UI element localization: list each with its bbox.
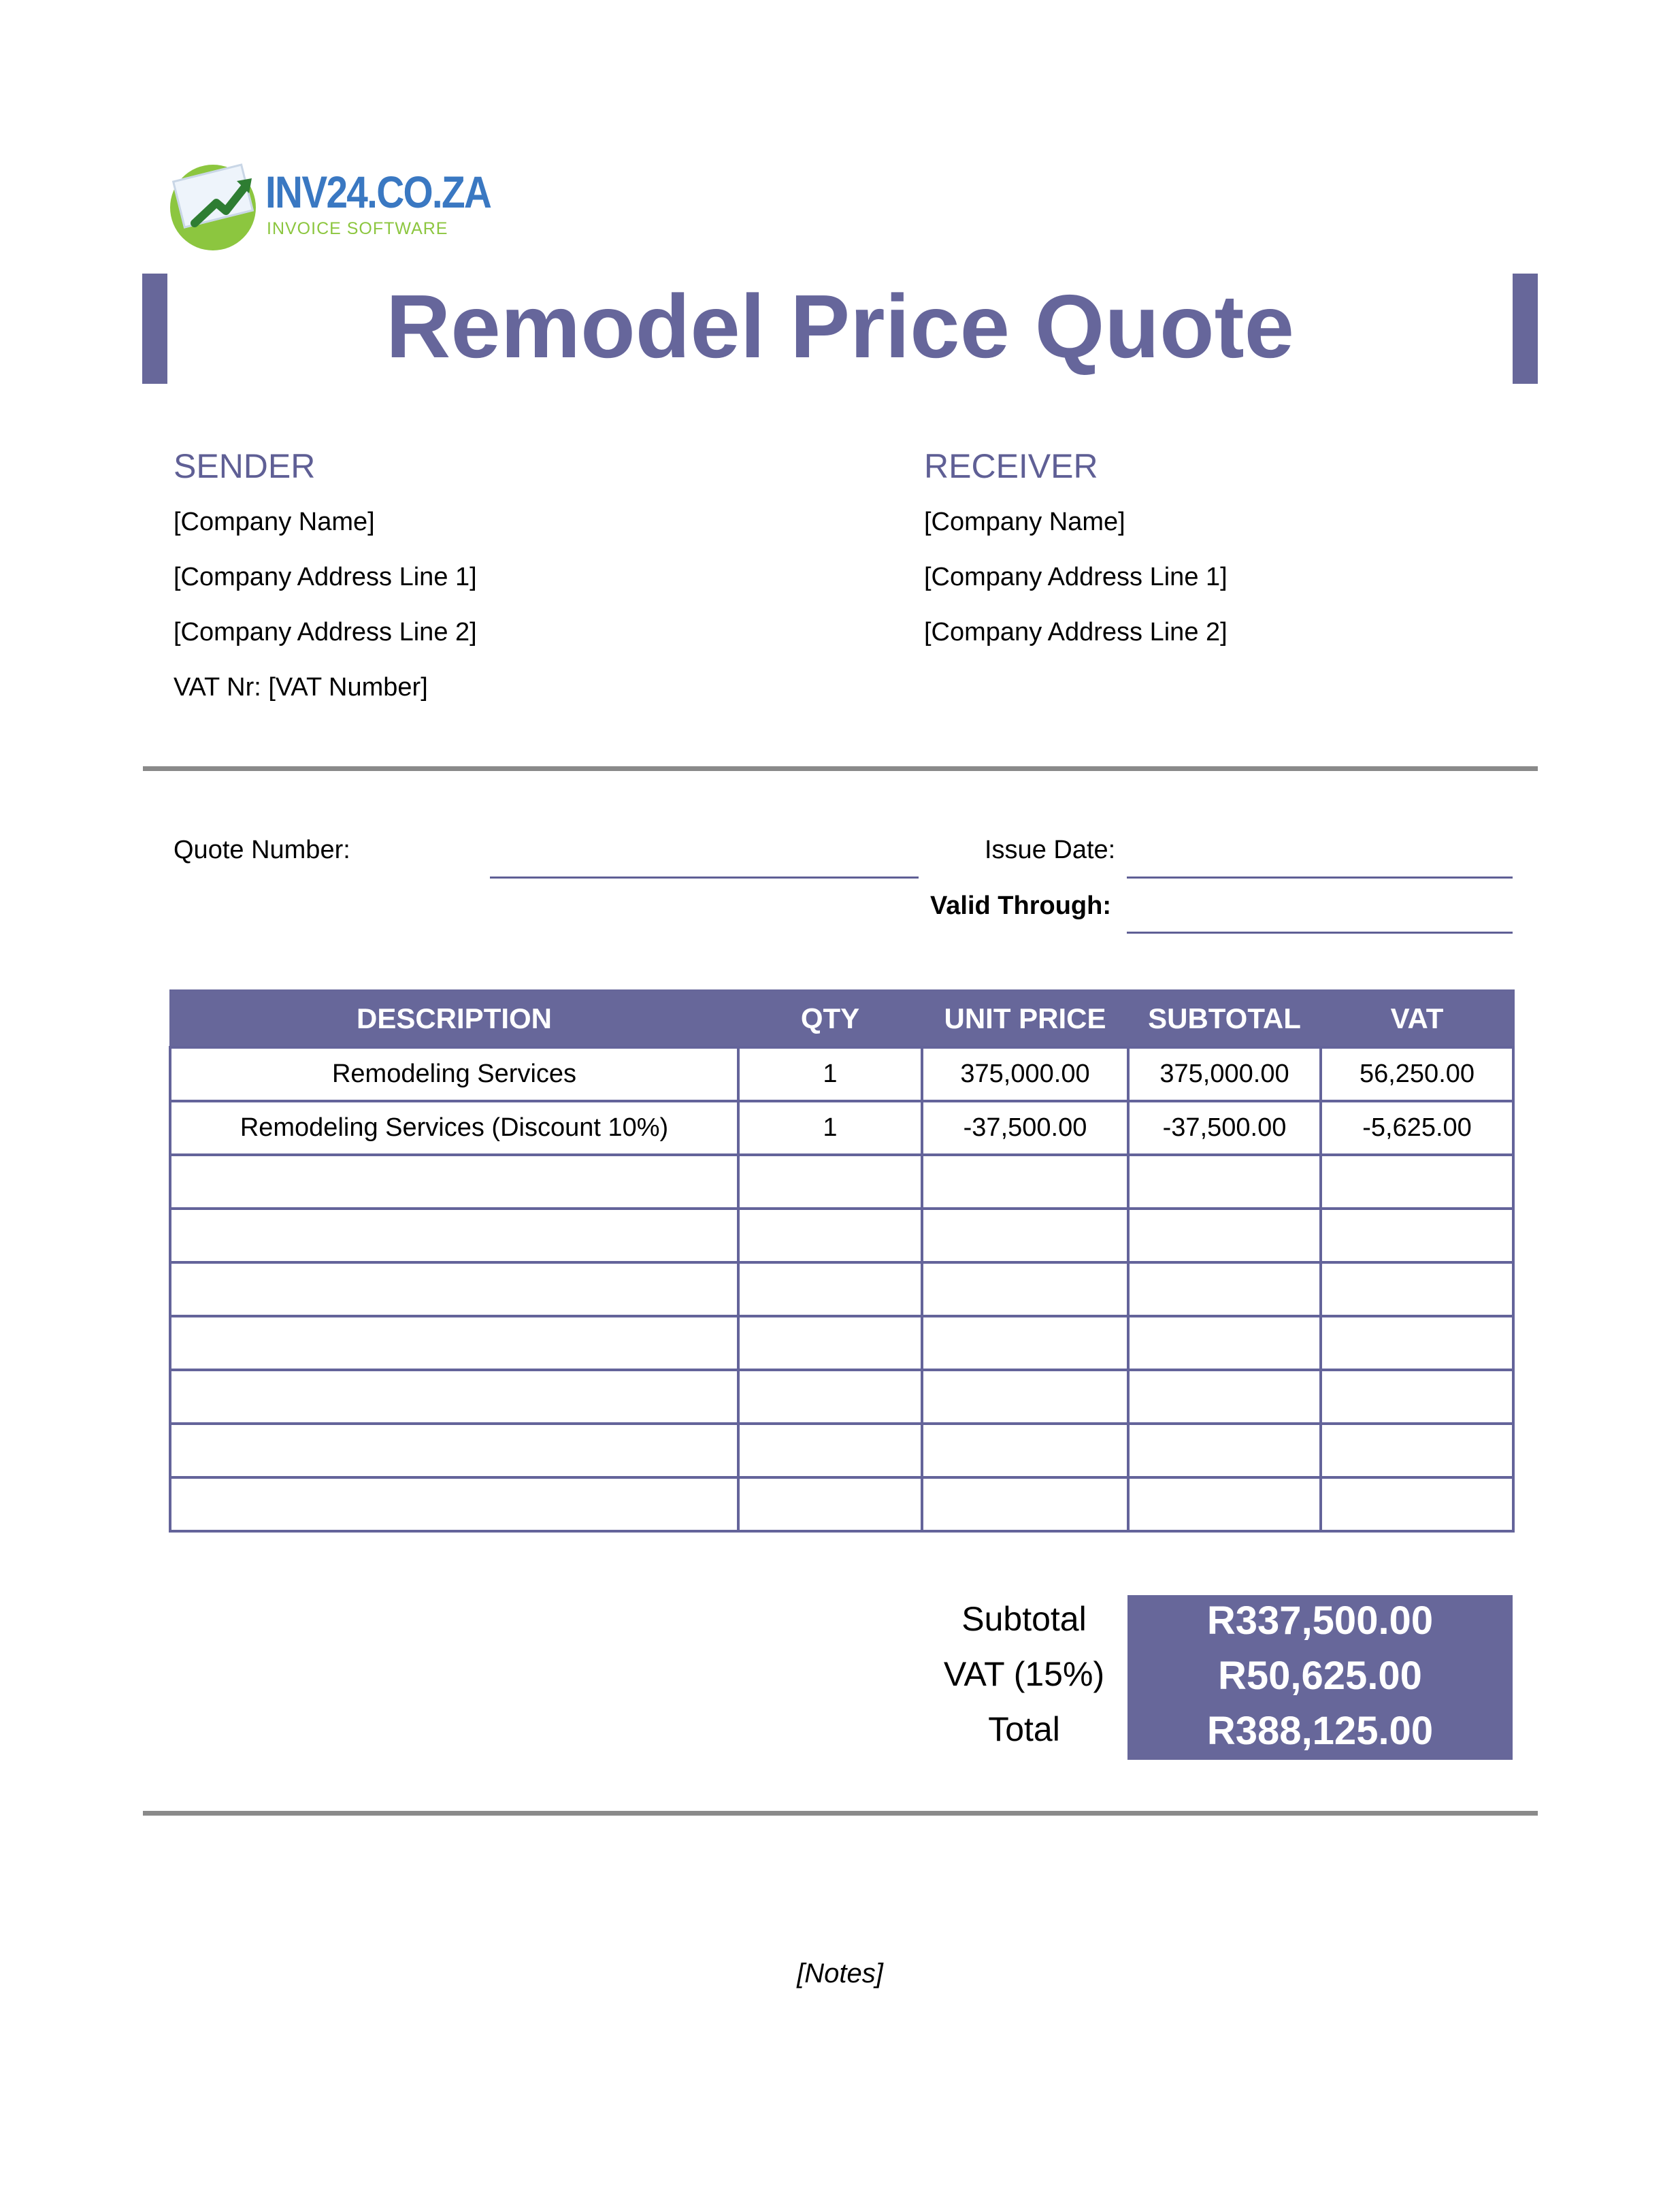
cell-qty [738,1370,922,1424]
sender-address-line-2: [Company Address Line 2] [174,618,477,646]
total-label: Total [988,1710,1060,1748]
table-header-row [170,991,1513,1048]
vat-label: VAT (15%) [943,1655,1105,1693]
quote-number-field[interactable] [490,877,919,879]
growth-arrow-icon [189,170,257,231]
issue-date-field[interactable] [1127,877,1513,879]
divider-bottom [143,1811,1538,1816]
cell-unit-price: -37,500.00 [922,1101,1128,1155]
cell-subtotal [1128,1155,1321,1209]
cell-unit-price [922,1316,1128,1370]
subtotal-label: Subtotal [961,1600,1087,1638]
cell-vat [1321,1262,1513,1316]
page-title: Remodel Price Quote [385,276,1295,376]
sender-company-name: [Company Name] [174,508,375,536]
vat-value: R50,625.00 [1218,1654,1422,1698]
table-row [170,1209,1513,1262]
cell-vat: 56,250.00 [1321,1047,1513,1101]
cell-unit-price [922,1424,1128,1477]
valid-through-field[interactable] [1127,932,1513,934]
table-row [170,1047,1513,1101]
column-header-unit-price: UNIT PRICE [922,991,1128,1048]
items-table [169,989,1515,1533]
table-row [170,1477,1513,1531]
cell-unit-price: 375,000.00 [922,1047,1128,1101]
column-header-vat: VAT [1321,991,1513,1048]
issue-date-label: Issue Date: [985,836,1116,864]
cell-description [170,1209,738,1262]
cell-subtotal [1128,1316,1321,1370]
cell-description [170,1316,738,1370]
cell-vat [1321,1155,1513,1209]
cell-subtotal [1128,1370,1321,1424]
sender-vat-number: VAT Nr: [VAT Number] [174,673,428,702]
company-logo [170,157,491,252]
valid-through-label: Valid Through: [930,891,1111,920]
receiver-heading: RECEIVER [924,447,1098,485]
cell-description: Remodeling Services (Discount 10%) [170,1101,738,1155]
cell-qty [738,1262,922,1316]
table-row [170,1370,1513,1424]
cell-description: Remodeling Services [170,1047,738,1101]
cell-unit-price [922,1370,1128,1424]
cell-vat [1321,1477,1513,1531]
sender-address-line-1: [Company Address Line 1] [174,563,477,591]
notes: [Notes] [797,1959,883,1988]
cell-vat [1321,1209,1513,1262]
cell-vat [1321,1424,1513,1477]
cell-qty [738,1316,922,1370]
cell-vat [1321,1316,1513,1370]
cell-qty: 1 [738,1101,922,1155]
totals-box [1127,1595,1513,1760]
receiver-address-line-2: [Company Address Line 2] [924,618,1228,646]
cell-unit-price [922,1262,1128,1316]
cell-subtotal: 375,000.00 [1128,1047,1321,1101]
column-header-qty: QTY [738,991,922,1048]
cell-qty [738,1424,922,1477]
cell-description [170,1424,738,1477]
cell-description [170,1370,738,1424]
column-header-subtotal: SUBTOTAL [1128,991,1321,1048]
cell-vat [1321,1370,1513,1424]
table-row [170,1101,1513,1155]
cell-description [170,1262,738,1316]
cell-subtotal [1128,1209,1321,1262]
total-value: R388,125.00 [1206,1709,1434,1753]
divider-top [143,766,1538,771]
table-row [170,1155,1513,1209]
cell-unit-price [922,1477,1128,1531]
cell-vat: -5,625.00 [1321,1101,1513,1155]
cell-subtotal [1128,1477,1321,1531]
table-row [170,1424,1513,1477]
cell-qty: 1 [738,1047,922,1101]
cell-description [170,1155,738,1209]
cell-qty [738,1209,922,1262]
table-row [170,1262,1513,1316]
sender-heading: SENDER [174,447,316,485]
logo-brand-text: INV24.CO.ZA [265,167,491,217]
cell-qty [738,1155,922,1209]
cell-subtotal [1128,1262,1321,1316]
column-header-description: DESCRIPTION [170,991,738,1048]
subtotal-value: R337,500.00 [1206,1599,1434,1643]
receiver-company-name: [Company Name] [924,508,1125,536]
cell-unit-price [922,1209,1128,1262]
cell-subtotal: -37,500.00 [1128,1101,1321,1155]
logo-tagline: INVOICE SOFTWARE [267,219,448,238]
receiver-address-line-1: [Company Address Line 1] [924,563,1228,591]
cell-unit-price [922,1155,1128,1209]
quote-number-label: Quote Number: [174,836,350,864]
table-row [170,1316,1513,1370]
cell-subtotal [1128,1424,1321,1477]
cell-qty [738,1477,922,1531]
cell-description [170,1477,738,1531]
